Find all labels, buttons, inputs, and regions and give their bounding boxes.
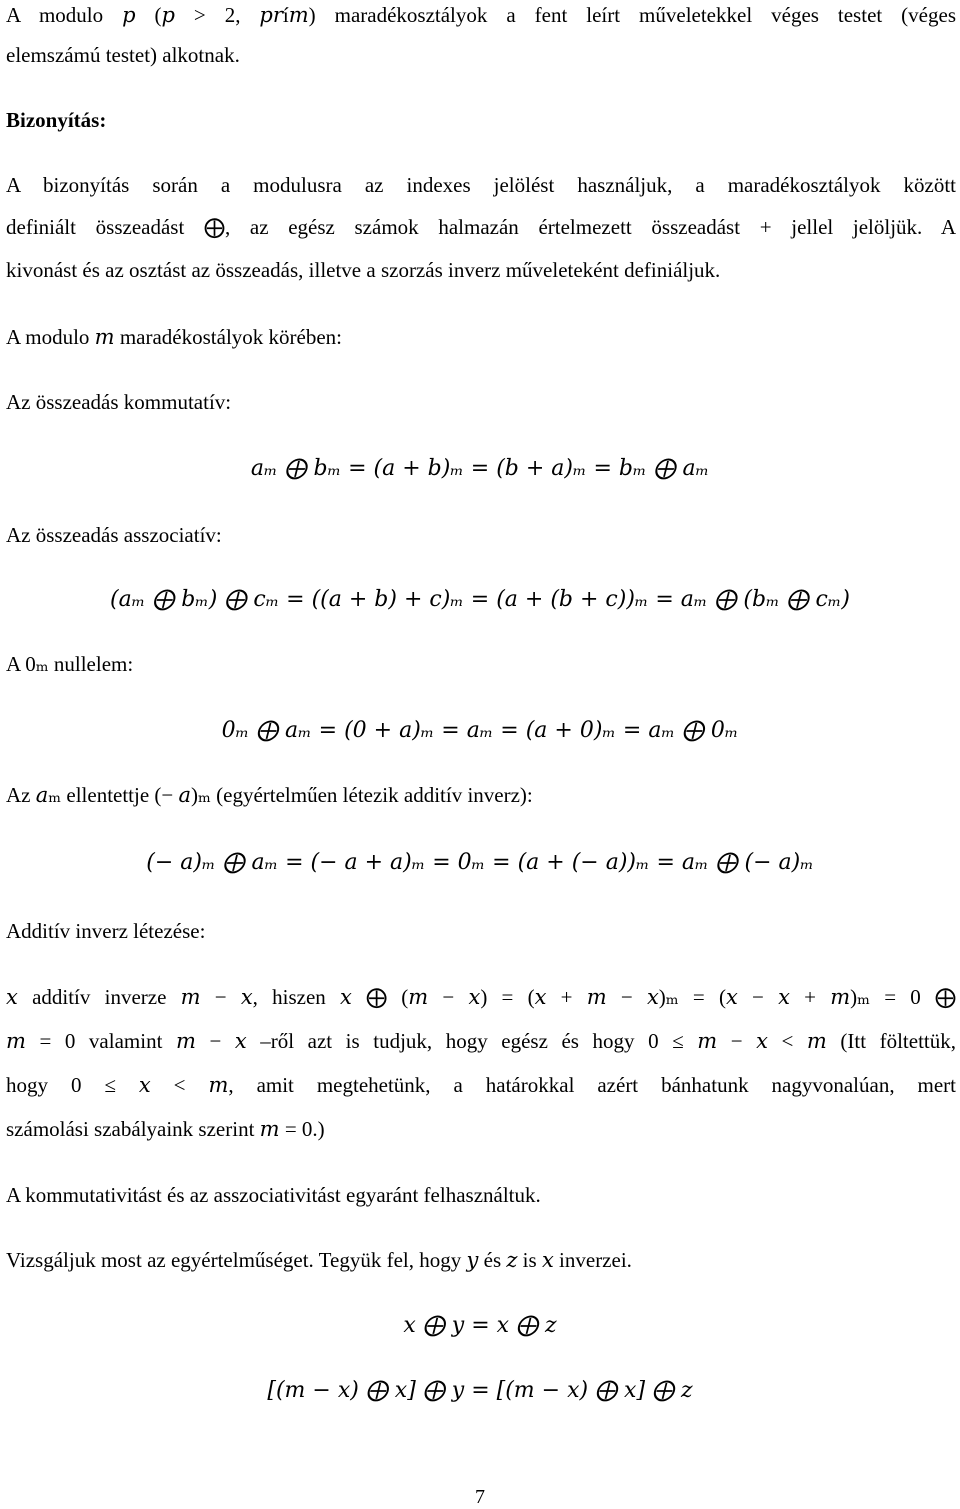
usage-note: A kommutativitást és az asszociativitást egyaránt felhasználtuk.	[6, 1183, 541, 1207]
associative-label: Az összeadás asszociatív:	[6, 523, 222, 547]
theorem-line-1: A modulo 𝑝 (𝑝 > 2, 𝑝𝑟í𝑚) maradékosztályok a fent leírt műveletekkel véges testet (véges	[6, 3, 956, 27]
uniqueness-equation-2: [(𝑚 − 𝑥) ⨁ 𝑥] ⨁ 𝑦 = [(𝑚 − 𝑥) ⨁ 𝑥] ⨁ 𝑧	[267, 1378, 693, 1403]
proof-paragraph-line-1: A bizonyítás során a modulusra az indexes jelölést használjuk, a maradékosztályok között	[6, 173, 956, 197]
associative-equation: (𝑎ₘ ⨁ 𝑏ₘ) ⨁ 𝑐ₘ = ((𝑎 + 𝑏) + 𝑐)ₘ = (𝑎 + (𝑏 + 𝑐))ₘ = 𝑎ₘ ⨁ (𝑏ₘ ⨁ 𝑐ₘ)	[110, 587, 850, 612]
theorem-line-2: elemszámú testet) alkotnak.	[6, 43, 240, 67]
uniqueness-equation-1: 𝑥 ⨁ 𝑦 = 𝑥 ⨁ 𝑧	[403, 1313, 557, 1338]
inverse-existence-label: Additív inverz létezése:	[6, 919, 206, 943]
proof-paragraph-line-2: definiált összeadást ⨁, az egész számok halmazán értelmezett összeadást + jellel jelöljük. A	[6, 215, 956, 239]
proof-paragraph-line-3: kivonást és az osztást az összeadás, illetve a szorzás inverz műveleteként definiáljuk.	[6, 258, 721, 282]
page-number: 7	[475, 1486, 485, 1508]
proof-heading: Bizonyítás:	[6, 108, 107, 132]
modulo-intro: A modulo 𝑚 maradékostályok körében:	[6, 325, 343, 349]
commutative-equation: 𝑎ₘ ⨁ 𝑏ₘ = (𝑎 + 𝑏)ₘ = (𝑏 + 𝑎)ₘ = 𝑏ₘ ⨁ 𝑎ₘ	[250, 456, 710, 481]
inverse-label: Az 𝑎ₘ ellentettje (− 𝑎)ₘ (egyértelműen létezik additív inverz):	[6, 783, 533, 807]
zero-element-equation: 0ₘ ⨁ 𝑎ₘ = (0 + 𝑎)ₘ = 𝑎ₘ = (𝑎 + 0)ₘ = 𝑎ₘ ⨁ 0ₘ	[221, 718, 739, 743]
existence-line-1: 𝑥 additív inverze 𝑚 − 𝑥, hiszen 𝑥 ⨁ (𝑚 − 𝑥) = (𝑥 + 𝑚 − 𝑥)ₘ = (𝑥 − 𝑥 + 𝑚)ₘ = 0 ⨁	[6, 985, 956, 1009]
inverse-equation: (− 𝑎)ₘ ⨁ 𝑎ₘ = (− 𝑎 + 𝑎)ₘ = 0ₘ = (𝑎 + (− 𝑎))ₘ = 𝑎ₘ ⨁ (− 𝑎)ₘ	[146, 850, 814, 875]
existence-line-2: 𝑚 = 0 valamint 𝑚 − 𝑥 –ről azt is tudjuk, hogy egész és hogy 0 ≤ 𝑚 − 𝑥 < 𝑚 (Itt föltettük,	[6, 1029, 956, 1053]
zero-element-label: A 0ₘ nullelem:	[6, 652, 134, 676]
uniqueness-intro: Vizsgáljuk most az egyértelműséget. Tegyük fel, hogy 𝑦 és 𝑧 is 𝑥 inverzei.	[6, 1248, 632, 1272]
existence-line-4: számolási szabályaink szerint 𝑚 = 0.)	[6, 1117, 325, 1141]
existence-line-3: hogy 0 ≤ 𝑥 < 𝑚, amit megtehetünk, a határokkal azért bánhatunk nagyvonalúan, mert	[6, 1073, 956, 1097]
commutative-label: Az összeadás kommutatív:	[6, 390, 232, 414]
